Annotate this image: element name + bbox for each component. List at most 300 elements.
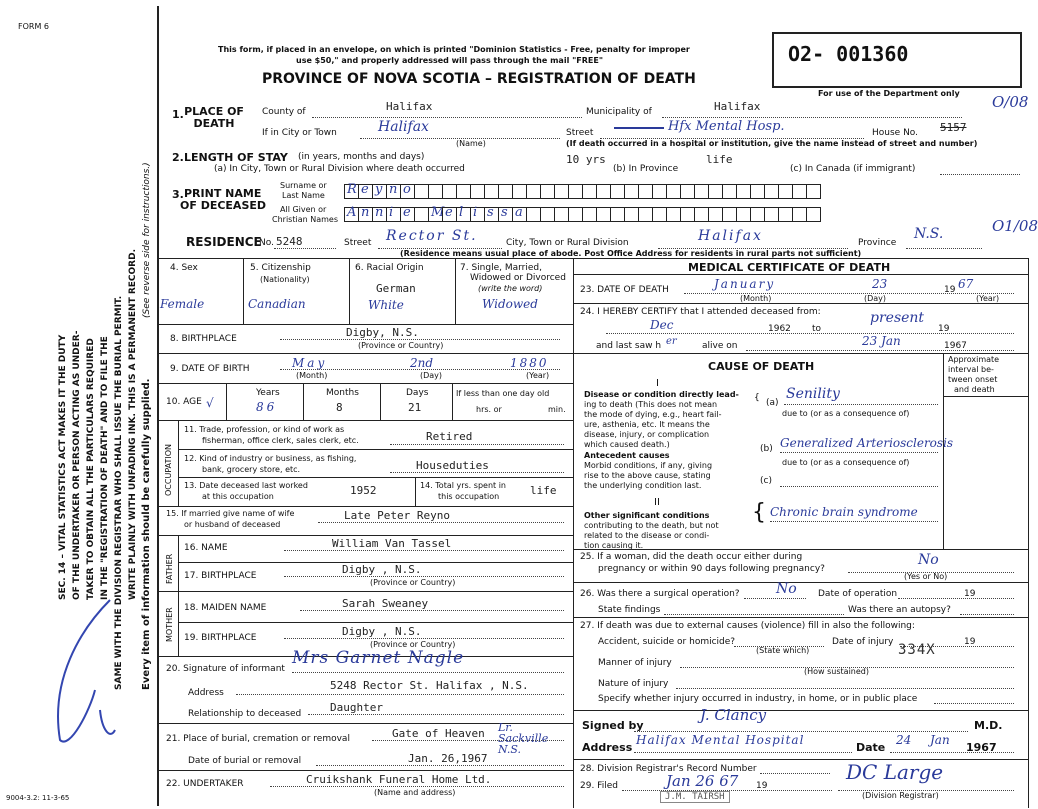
name-letter-cell	[414, 207, 429, 222]
dod-year: 67	[958, 277, 974, 291]
date-month: Jan	[930, 733, 950, 747]
other-label-3: related to the disease or condi-	[584, 531, 710, 540]
total-years-label-2: this occupation	[438, 492, 500, 501]
burial-date-value: Jan. 26,1967	[408, 752, 488, 765]
stay-province-value: life	[706, 153, 733, 166]
address-line	[634, 752, 852, 753]
notice-line-1: This form, if placed in an envelope, on which is printed "Dominion Statistics - Free, penalty for improper	[218, 45, 690, 54]
page-title: PROVINCE OF NOVA SCOTIA – REGISTRATION OF DEATH	[262, 71, 696, 87]
interval-divider	[943, 353, 944, 549]
cause-bottom-line	[573, 549, 1028, 550]
name-letter: M	[431, 205, 445, 220]
father-birthplace-line	[284, 576, 564, 577]
name-letter: i	[473, 205, 478, 220]
name-letter-cell	[568, 207, 583, 222]
side-text-7: Every item of information should be carefully supplied.	[141, 378, 152, 690]
name-letter-cell	[792, 207, 807, 222]
spouse-label-1: 15. If married give name of wife	[166, 509, 295, 518]
father-name-line	[284, 550, 564, 551]
residence-city-label: City, Town or Rural Division	[506, 238, 629, 248]
direct-label-4: ure, asthenia, etc. It means the	[584, 420, 710, 429]
spouse-value: Late Peter Reyno	[344, 509, 450, 522]
place-of-death-num: 1.	[172, 108, 184, 121]
citizenship-divider	[349, 258, 350, 324]
residence-province-value: N.S.	[914, 226, 944, 242]
cause-b-letter: (b)	[760, 444, 773, 454]
manner-caption: (How sustained)	[804, 667, 869, 676]
name-letter-cell	[442, 184, 457, 199]
name-letter-cell	[722, 207, 737, 222]
industry-line	[390, 472, 564, 473]
autopsy-line	[960, 614, 1014, 615]
row14-bottom-line	[157, 506, 573, 507]
manner-stamp: 334X	[898, 642, 936, 658]
md-label: M.D.	[974, 719, 1003, 732]
name-letter-cell	[470, 184, 485, 199]
date-operation-line	[898, 598, 1014, 599]
name-letter-cell	[806, 184, 821, 199]
name-letter-cell	[624, 207, 639, 222]
attend-label: 24. I HEREBY CERTIFY that I attended deceased from:	[580, 307, 821, 317]
deceased-num: 3.	[172, 188, 184, 201]
age-divider-4	[452, 383, 453, 420]
name-letter: e	[361, 182, 369, 197]
mother-birthplace-caption: (Province or Country)	[370, 640, 456, 649]
date-label: Date	[856, 741, 886, 754]
father-birthplace-value: Digby , N.S.	[342, 563, 422, 576]
burial-place-label: 21. Place of burial, cremation or removal	[166, 734, 350, 744]
name-letter-cell	[680, 184, 695, 199]
under-day-label: If less than one day old	[456, 389, 550, 398]
stay-city-value: 10 yrs	[566, 153, 606, 166]
direct-label-5: disease, injury, or complication	[584, 430, 710, 439]
residence-no-label: No.	[259, 238, 274, 248]
name-letter-cell	[792, 184, 807, 199]
residence-city-value: Halifax	[698, 228, 763, 244]
deceased-label-1: PRINT NAME	[184, 187, 262, 200]
accident-caption: (State which)	[756, 646, 810, 655]
residence-province-line	[906, 248, 982, 249]
name-letter: a	[515, 205, 523, 220]
name-letter-cell	[414, 184, 429, 199]
name-letter-cell	[344, 207, 359, 222]
name-letter-cell	[610, 207, 625, 222]
name-letter-cell	[512, 207, 527, 222]
row18-bottom-line	[178, 622, 573, 623]
side-text-3: TAKER TO OBTAIN ALL THE PARTICULARS REQUIRED	[86, 338, 96, 600]
row10-bottom-line	[157, 420, 573, 421]
municipality-value: Halifax	[714, 100, 761, 113]
cause-a-line	[784, 404, 938, 405]
margin-note-2: O1/08	[992, 217, 1038, 235]
cause-b-value: Generalized Arteriosclerosis	[780, 436, 954, 450]
attend-to: present	[870, 310, 925, 326]
age-divider-1	[226, 383, 227, 420]
medical-header-line	[573, 274, 1028, 275]
informant-address-value: 5248 Rector St. Halifax , N.S.	[330, 679, 529, 692]
interval-label-2: interval be-	[948, 365, 994, 374]
name-letter: s	[501, 205, 508, 220]
side-text-6: WRITE PLAINLY WITH UNFADING INK. THIS IS A PERMANENT RECORD.	[128, 249, 138, 600]
burial-date-line	[316, 765, 564, 766]
name-letter-cell	[372, 207, 387, 222]
dob-month-caption: (Month)	[296, 371, 328, 380]
margin-note-1: O/08	[992, 93, 1029, 111]
name-letter-cell	[484, 207, 499, 222]
residence-street-value: Rector St.	[386, 228, 478, 244]
name-letter-cell	[750, 207, 765, 222]
registrar-caption: (Division Registrar)	[862, 791, 939, 800]
name-letter-cell	[470, 207, 485, 222]
trade-value: Retired	[426, 430, 473, 443]
side-text-8: (See reverse side for instructions.)	[142, 162, 152, 318]
name-letter-cell	[582, 184, 597, 199]
row27-bottom-line	[573, 710, 1028, 711]
last-saw-label: and last saw h	[596, 341, 662, 351]
other-label-1: Other significant conditions	[584, 511, 710, 520]
date-day: 24	[896, 733, 912, 747]
age-divider-2	[303, 383, 304, 420]
industry-value: Houseduties	[416, 459, 489, 472]
name-letter: n	[361, 205, 370, 220]
row11-bottom-line	[178, 449, 573, 450]
attend-to-label: to	[812, 324, 822, 334]
signed-label: Signed by	[582, 719, 644, 732]
name-letter-cell	[764, 184, 779, 199]
state-findings-label: State findings	[598, 605, 661, 615]
name-letter-cell	[568, 184, 583, 199]
name-letter: A	[347, 205, 357, 220]
other-value: Chronic brain syndrome	[770, 505, 918, 519]
name-letter-cell	[736, 207, 751, 222]
mother-side-label: MOTHER	[165, 607, 174, 642]
name-letter-cell	[750, 184, 765, 199]
date-year: 1967	[966, 741, 997, 754]
name-letter-cell	[624, 184, 639, 199]
other-label-2: contributing to the death, but not	[584, 521, 719, 530]
last-saw-date: 23 Jan	[862, 334, 901, 348]
filed-label: 29. Filed	[580, 781, 618, 791]
dob-year: 1880	[510, 356, 549, 370]
father-name-label: 16. NAME	[184, 543, 228, 553]
name-letter-cell	[722, 184, 737, 199]
citizenship-value: Canadian	[248, 297, 306, 311]
name-letter-cell	[358, 184, 373, 199]
name-letter-cell	[484, 184, 499, 199]
filed-stamp: J.M. TAIRSH	[660, 791, 730, 803]
racial-divider	[455, 258, 456, 324]
row13-divider	[415, 477, 416, 506]
specify-label: Specify whether injury occurred in industry, in home, or in public place	[598, 694, 918, 704]
name-letter-cell	[764, 207, 779, 222]
name-letter: l	[459, 205, 464, 220]
mother-birthplace-value: Digby , N.S.	[342, 625, 422, 638]
signed-value: J. Clancy	[700, 706, 767, 724]
house-no-label: House No.	[872, 128, 919, 138]
age-check: √	[206, 396, 214, 410]
name-letter: i	[389, 205, 394, 220]
date-injury-year-prefix: 19	[964, 637, 976, 647]
county-line	[312, 117, 582, 118]
name-letter-cell	[708, 184, 723, 199]
residence-province-label: Province	[858, 238, 897, 248]
notice-line-2: use $50," and properly addressed will pass through the mail "FREE"	[296, 56, 603, 65]
dob-month: May	[292, 356, 328, 370]
birthplace-line	[280, 339, 560, 340]
row21-bottom-line	[157, 770, 573, 771]
side-text-2: OF THE UNDERTAKER OR PERSON ACTING AS UNDER-	[72, 330, 82, 600]
age-years-label: Years	[256, 388, 280, 398]
marital-label-1: 7. Single, Married,	[460, 263, 542, 273]
date-operation-year-prefix: 19	[964, 589, 976, 599]
dod-label: 23. DATE OF DEATH	[580, 285, 669, 295]
sex-label: 4. Sex	[170, 263, 198, 273]
row23-bottom-line	[573, 303, 1028, 304]
date-operation-label: Date of operation	[818, 589, 898, 599]
trade-line	[390, 444, 564, 445]
frame-right-line	[1028, 258, 1029, 808]
dod-day: 23	[872, 277, 888, 291]
birthplace-value: Digby, N.S.	[346, 326, 419, 339]
undertaker-value: Cruikshank Funeral Home Ltd.	[306, 773, 492, 786]
last-worked-value: 1952	[350, 484, 377, 497]
last-saw-year: 1967	[944, 341, 967, 351]
attend-to-year-prefix: 19	[938, 324, 950, 334]
external-label: 27. If death was due to external causes (violence) fill in also the following:	[580, 621, 915, 631]
surname-label-2: Last Name	[282, 191, 325, 200]
last-worked-label-2: at this occupation	[202, 492, 274, 501]
nature-line	[676, 688, 1014, 689]
antecedent-label-1: Antecedent causes	[584, 451, 670, 460]
row17-bottom-line	[157, 591, 573, 592]
name-letter-cell	[582, 207, 597, 222]
name-letter-cell	[386, 184, 401, 199]
surgical-value: No	[776, 581, 797, 597]
birthplace-label: 8. BIRTHPLACE	[170, 334, 237, 344]
autopsy-label: Was there an autopsy?	[848, 605, 951, 615]
mother-birthplace-label: 19. BIRTHPLACE	[184, 633, 257, 643]
dod-month-caption: (Month)	[740, 294, 772, 303]
father-side-label: FATHER	[165, 553, 174, 584]
dod-line	[684, 293, 1014, 294]
row8-bottom-line	[157, 353, 573, 354]
name-letter-cell	[554, 207, 569, 222]
row9-bottom-line	[157, 383, 573, 384]
birthplace-caption: (Province or Country)	[358, 341, 444, 350]
residence-caption: (Residence means usual place of abode. Post Office Address for residents in rural parts not sufficient)	[400, 249, 862, 258]
burial-place-line	[372, 740, 564, 741]
total-years-value: life	[530, 484, 557, 497]
side-text-4: IN THE "REGISTRATION OF DEATH" AND TO FILE THE	[100, 336, 110, 600]
name-letter-cell	[694, 184, 709, 199]
row24-bottom-line	[573, 353, 1028, 354]
place-of-death-label: PLACE OF DEATH	[184, 105, 244, 130]
county-label: County of	[262, 107, 306, 117]
spouse-line	[318, 522, 564, 523]
name-letter: y	[375, 182, 383, 197]
city-label: If in City or Town	[262, 128, 337, 138]
reg-record-label: 28. Division Registrar's Record Number	[580, 764, 757, 774]
industry-label-1: 12. Kind of industry or business, as fishing,	[184, 454, 357, 463]
other-label-4: tion causing it.	[584, 541, 644, 550]
nature-label: Nature of injury	[598, 679, 669, 689]
racial-hw-value: White	[368, 298, 404, 312]
stay-city-label: (a) In City, Town or Rural Division where death occurred	[214, 164, 465, 174]
date-injury-label: Date of injury	[832, 637, 894, 647]
mother-birthplace-line	[284, 638, 564, 639]
name-letter: o	[403, 182, 411, 197]
last-saw-hw: er	[666, 336, 677, 347]
father-name-value: William Van Tassel	[332, 537, 452, 550]
stay-canada-line	[940, 174, 1020, 175]
name-letter: n	[389, 182, 398, 197]
side-text-5: SAME WITH THE DIVISION REGISTRAR WHO SHALL ISSUE THE BURIAL PERMIT.	[114, 295, 124, 690]
dept-use-caption: For use of the Department only	[818, 89, 960, 98]
cause-a-due-to: due to (or as a consequence of)	[782, 409, 910, 418]
cause-c-line	[780, 486, 938, 487]
informant-signature-label: 20. Signature of informant	[166, 664, 285, 674]
name-letter: e	[403, 205, 411, 220]
total-years-label-1: 14. Total yrs. spent in	[420, 481, 506, 490]
date-line	[890, 752, 1014, 753]
part-2-label: II	[654, 497, 660, 508]
name-letter-cell	[498, 184, 513, 199]
mother-maiden-line	[300, 610, 564, 611]
interval-label-1: Approximate	[948, 355, 1000, 364]
relationship-line	[308, 714, 564, 715]
industry-label-2: bank, grocery store, etc.	[202, 465, 301, 474]
dob-day: 2nd	[410, 356, 434, 370]
county-value: Halifax	[386, 100, 433, 113]
row26-bottom-line	[573, 617, 1028, 618]
marital-label-3: (write the word)	[478, 284, 543, 293]
burial-date-label: Date of burial or removal	[188, 756, 302, 766]
father-side-divider	[178, 535, 179, 591]
name-letter-cell	[456, 184, 471, 199]
municipality-line	[662, 117, 962, 118]
row7-bottom-line	[157, 324, 573, 325]
antecedent-label-2: Morbid conditions, if any, giving	[584, 461, 713, 470]
attend-from: Dec	[650, 318, 674, 332]
racial-label: 6. Racial Origin	[355, 263, 424, 273]
pregnancy-value: No	[918, 552, 939, 568]
margin-scribble	[40, 590, 120, 760]
name-letter-cell	[778, 184, 793, 199]
dob-label: 9. DATE OF BIRTH	[170, 364, 250, 374]
cause-a-letter: (a)	[766, 398, 779, 408]
interval-label-4: and death	[954, 385, 995, 394]
name-letter-cell	[652, 184, 667, 199]
street-label: Street	[566, 128, 594, 138]
direct-bracket: {	[754, 393, 760, 403]
cause-b-line	[780, 452, 938, 453]
pregnancy-label-1: 25. If a woman, did the death occur either during	[580, 552, 803, 562]
city-name-caption: (Name)	[456, 139, 486, 148]
cause-c-letter: (c)	[760, 476, 772, 486]
attend-line	[606, 333, 1014, 334]
sex-value: Female	[160, 297, 205, 311]
trade-label-1: 11. Trade, profession, or kind of work as	[184, 425, 345, 434]
name-letter-cell	[400, 207, 415, 222]
surgical-label: 26. Was there a surgical operation?	[580, 589, 740, 599]
occupation-side-label: OCCUPATION	[164, 443, 173, 496]
name-letter: n	[375, 205, 384, 220]
min-label: min.	[548, 405, 566, 414]
direct-label-3: the mode of dying, e.g., heart fail-	[584, 410, 722, 419]
name-letter-cell	[554, 184, 569, 199]
sex-divider	[243, 258, 244, 324]
name-letter-cell	[498, 207, 513, 222]
age-months-value: 8	[336, 401, 343, 414]
informant-address-line	[236, 694, 564, 695]
surname-label-1: Surname or	[280, 181, 327, 190]
length-of-stay-caption: (in years, months and days)	[298, 152, 425, 162]
municipality-label: Municipality of	[586, 107, 652, 117]
alive-on-label: alive on	[702, 341, 738, 351]
name-letter: s	[487, 205, 494, 220]
address-label: Address	[582, 741, 633, 754]
length-of-stay-num: 2.	[172, 151, 184, 164]
given-label-1: All Given or	[280, 205, 327, 214]
marital-label-2: Widowed or Divorced	[470, 273, 566, 283]
registrar-signature: DC Large	[846, 760, 944, 784]
length-of-stay-label: LENGTH OF STAY	[184, 151, 288, 164]
mother-side-divider	[178, 591, 179, 656]
frame-left-line	[157, 6, 159, 806]
citizenship-label: 5. Citizenship	[250, 263, 311, 273]
residence-label: RESIDENCE	[186, 235, 262, 249]
dob-day-caption: (Day)	[420, 371, 443, 380]
mother-maiden-label: 18. MAIDEN NAME	[184, 603, 267, 613]
direct-label-6: which caused death.)	[584, 440, 670, 449]
dod-year-caption: (Year)	[976, 294, 1000, 303]
trade-label-2: fisherman, office clerk, sales clerk, etc.	[202, 436, 359, 445]
name-letter-cell	[694, 207, 709, 222]
last-worked-label-1: 13. Date deceased last worked	[184, 481, 308, 490]
name-letter-cell	[638, 207, 653, 222]
signed-line	[634, 731, 968, 732]
direct-label-1: Disease or condition directly lead-	[584, 390, 739, 399]
marital-value: Widowed	[482, 297, 538, 311]
citizenship-caption: (Nationality)	[260, 275, 310, 284]
address-value: Halifax Mental Hospital	[636, 733, 805, 747]
name-letter-cell	[610, 184, 625, 199]
medical-header: MEDICAL CERTIFICATE OF DEATH	[688, 261, 891, 274]
interval-label-3: tween onset	[948, 375, 998, 384]
city-value: Halifax	[378, 119, 429, 135]
age-months-label: Months	[326, 388, 359, 398]
interval-header-line	[943, 396, 1028, 397]
surgical-line	[744, 598, 806, 599]
father-birthplace-caption: (Province or Country)	[370, 578, 456, 587]
name-letter-cell	[512, 184, 527, 199]
burial-place-value: Gate of Heaven	[392, 727, 485, 740]
name-letter-cell	[638, 184, 653, 199]
age-days-label: Days	[406, 388, 429, 398]
name-letter-cell	[666, 184, 681, 199]
name-letter: R	[347, 182, 357, 197]
stay-canada-label: (c) In Canada (if immigrant)	[790, 164, 916, 174]
mother-maiden-value: Sarah Sweaney	[342, 597, 429, 610]
row25-bottom-line	[573, 582, 1028, 583]
manner-label: Manner of injury	[598, 658, 672, 668]
name-letter-cell	[428, 184, 443, 199]
name-letter-cell	[806, 207, 821, 222]
form-number: FORM 6	[18, 22, 49, 31]
name-letter-cell	[442, 207, 457, 222]
filed-year-prefix: 19	[756, 781, 768, 791]
name-letter-cell	[652, 207, 667, 222]
